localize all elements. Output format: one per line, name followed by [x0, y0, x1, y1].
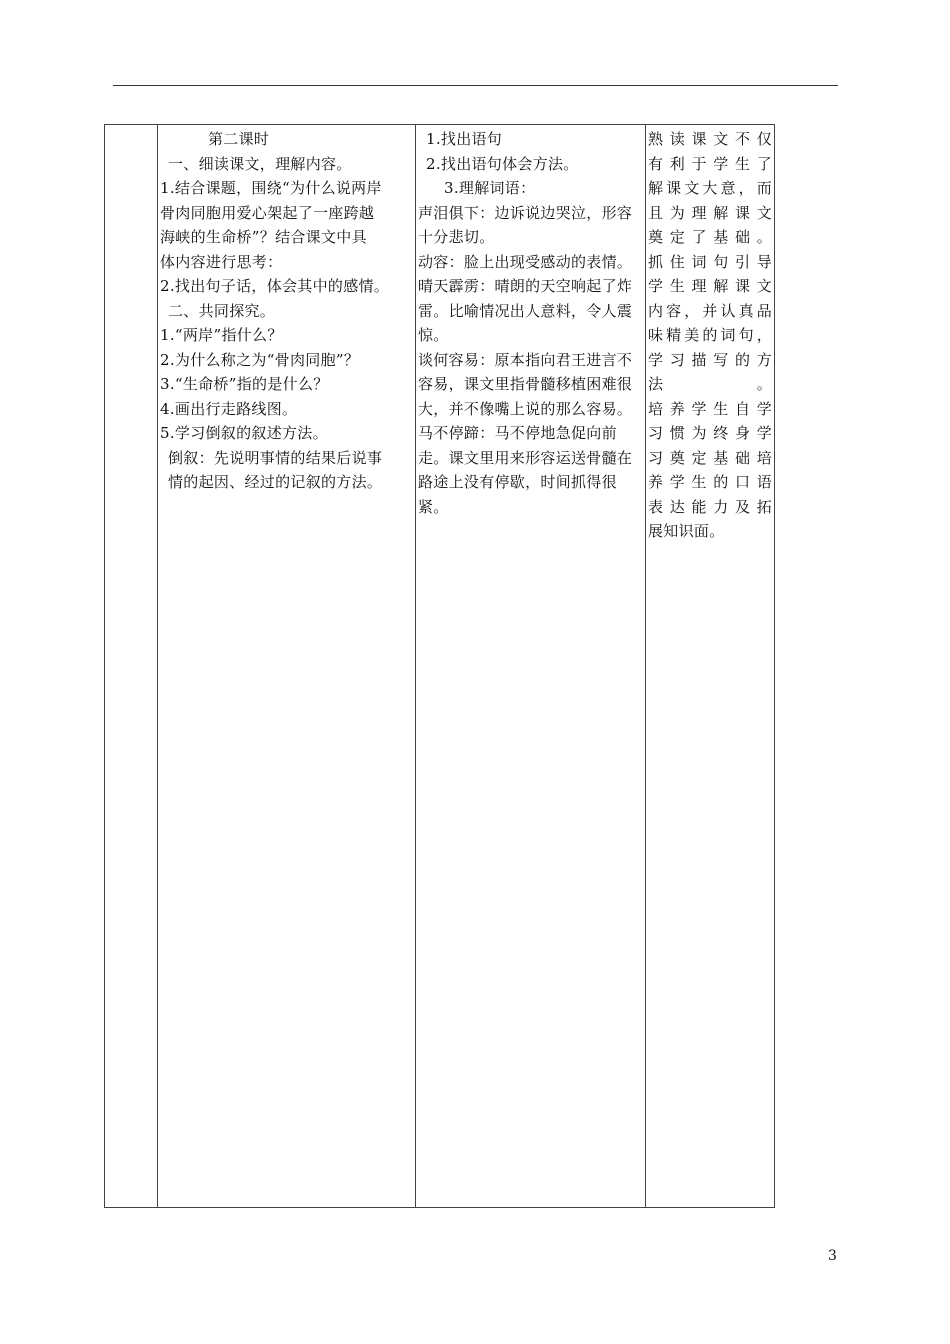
text-line: 习惯为终身学: [648, 424, 772, 442]
text-line: 骨肉同胞用爱心架起了一座跨越: [160, 203, 375, 222]
text-line: 培养学生自学: [648, 399, 772, 418]
page-number: 3: [828, 1248, 837, 1264]
text-line: 动容：脸上出现受感动的表情。: [418, 252, 633, 271]
text-line: 一、细读课文，理解内容。: [168, 154, 352, 173]
text-line: 3.“生命桥”指的是什么？: [160, 375, 329, 393]
text-line: 5.学习倒叙的叙述方法。: [160, 424, 328, 442]
text-line: 2.找出语句体会方法。: [426, 154, 579, 173]
text-line: 马不停蹄：马不停地急促向前走。课文里用来形容运送骨髓在路途上没有停歇，时间抓得很紧。: [418, 424, 633, 516]
text-line: 法。: [648, 375, 772, 393]
design-intent-text: [646, 125, 774, 544]
text-line: 内容，并认真品: [648, 301, 772, 320]
text-line: 熟读课文不仅: [648, 130, 772, 148]
text-line: 情的起因、经过的记叙的方法。: [168, 473, 383, 491]
teaching-process-cell: [158, 125, 416, 1208]
text-line: 学生理解课文: [648, 277, 772, 295]
design-intent-cell: [646, 125, 775, 1208]
teaching-process-text: [158, 125, 415, 495]
text-line: 习奠定基础培: [648, 448, 772, 467]
text-line: 2.为什么称之为“骨肉同胞”？: [160, 350, 360, 369]
table-row: [105, 125, 775, 1208]
header-rule: [113, 85, 838, 86]
text-line: 谈何容易：原本指向君王进言不容易，课文里指骨髓移植困难很大，并不像嘴上说的那么容易。: [418, 350, 633, 418]
text-line: 体内容进行思考：: [160, 252, 283, 271]
text-line: 学习描写的方: [648, 350, 772, 369]
text-line: 倒叙：先说明事情的结果后说事: [168, 448, 383, 467]
text-line: 奠定了基础。: [648, 228, 772, 246]
text-line: 1.结合课题，围绕“为什么说两岸: [160, 179, 382, 197]
text-line: 且为理解课文: [648, 203, 772, 222]
text-line: 第二课时: [208, 130, 270, 148]
text-line: 4.画出行走路线图。: [160, 399, 298, 418]
text-line: 解课文大意，而: [648, 179, 772, 197]
text-line: 1.“两岸”指什么？: [160, 326, 283, 344]
text-line: 表达能力及拓: [648, 497, 772, 516]
text-line: 声泪俱下：边诉说边哭泣，形容十分悲切。: [418, 203, 633, 246]
text-line: 抓住词句引导: [648, 252, 772, 271]
text-line: 有利于学生了: [648, 154, 772, 173]
text-line: 展知识面。: [648, 522, 725, 540]
text-line: 2.找出句子话，体会其中的感情。: [160, 277, 390, 295]
text-line: 3.理解词语：: [444, 179, 536, 197]
student-activity-cell: [416, 125, 646, 1208]
student-activity-text: [416, 125, 645, 519]
text-line: 1.找出语句: [426, 130, 503, 148]
lesson-plan-table: [104, 124, 775, 1208]
text-line: 二、共同探究。: [168, 301, 276, 320]
text-line: 养学生的口语: [648, 473, 772, 491]
text-line: 味精美的词句，: [648, 326, 772, 344]
text-line: 海峡的生命桥”？结合课文中具: [160, 228, 367, 246]
text-line: 晴天霹雳：晴朗的天空响起了炸雷。比喻情况出人意料，令人震惊。: [418, 277, 633, 344]
blank-column-cell: [105, 125, 158, 1208]
